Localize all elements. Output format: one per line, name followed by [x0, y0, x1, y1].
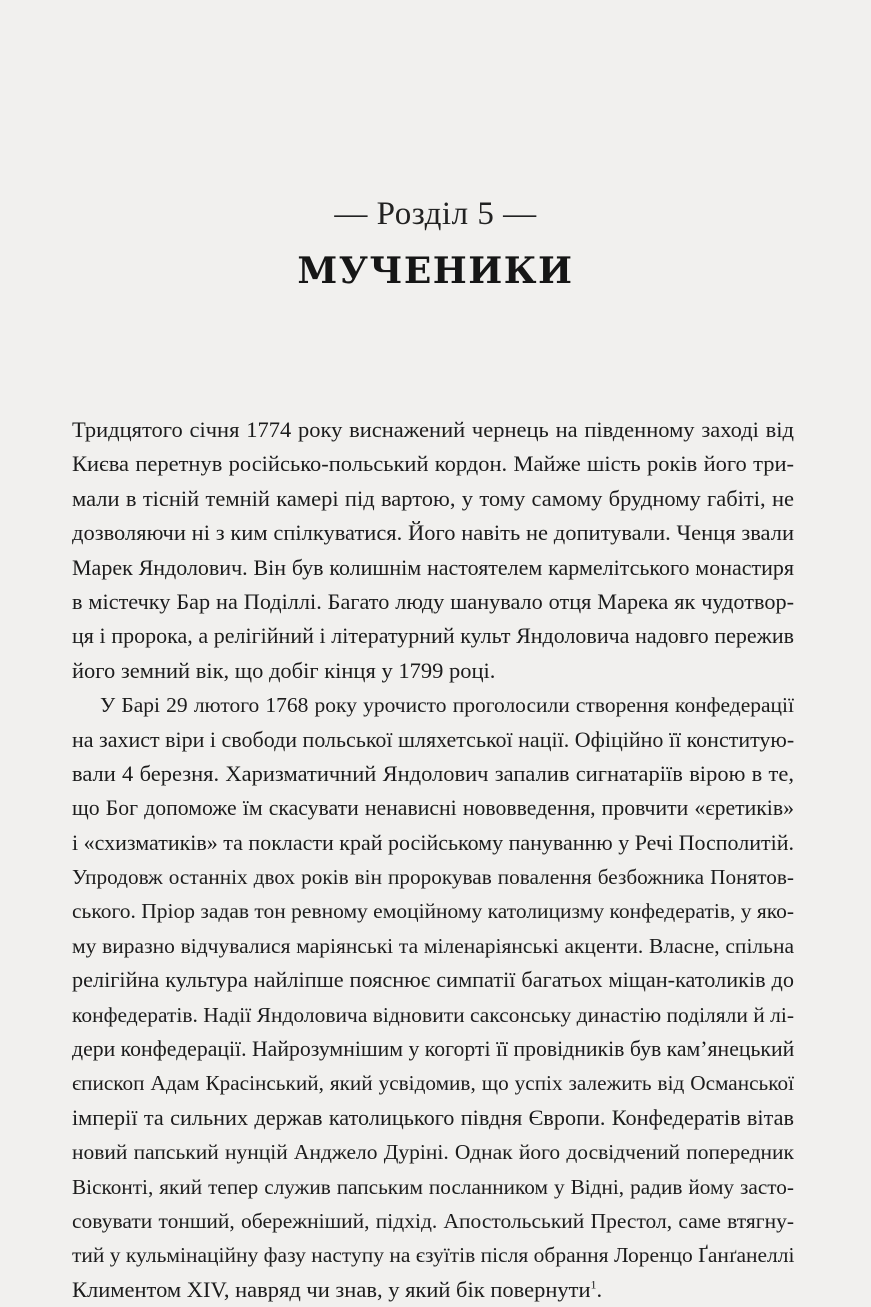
text-line: вали 4 березня. Харизматичний Яндолович запалив сигнатаріїв вірою в те, — [72, 760, 794, 786]
chapter-number: — Розділ 5 — — [334, 196, 537, 232]
paragraph-1 — [72, 413, 794, 688]
end-punctuation: . — [596, 1276, 603, 1302]
text-line: У Барі 29 лютого 1768 року урочисто проголосили створення конфедерації — [100, 693, 794, 718]
text-line: його земний вік, що добіг кінця у 1799 році. — [72, 657, 496, 683]
text-line: ця і пророка, а релігійний і літературний культ Яндоловича надовго пережив — [72, 623, 794, 649]
text-line: Тридцятого січня 1774 року виснажений чернець на південному заході від — [72, 417, 794, 442]
text-line: Вісконті, який тепер служив папським посланником у Відні, радив йому засто- — [72, 1174, 794, 1199]
text-line: імперії та сильних держав католицького півдня Європи. Конфедератів вітав — [72, 1104, 794, 1130]
text-line: тий у кульмінаційну фазу наступу на єзуїтів після обрання Лоренцо Ґанґанеллі — [72, 1243, 795, 1268]
text-line: на захист віри і свободи польської шляхетської нації. Офіційно її конститую- — [72, 726, 795, 752]
text-line: релігійна культура найліпше пояснює симпатії багатьох міщан-католиків до — [72, 967, 794, 993]
text-line: ського. Пріор задав тон ревному емоційному католицизму конфедератів, у яко- — [72, 899, 795, 924]
text-line: Києва перетнув російсько-польський кордон. Майже шість років його три- — [72, 451, 794, 477]
text-line-final — [72, 1273, 794, 1307]
paragraph-2 — [72, 688, 794, 1307]
footnote-reference[interactable]: 1 — [590, 1277, 597, 1292]
text-line: що Бог допоможе їм скасувати ненависні нововведення, провчити «єретиків» — [72, 796, 794, 821]
text-line: совувати тонший, обережніший, підхід. Апостольський Престол, саме втягну- — [72, 1208, 794, 1233]
text-line: Упродовж останніх двох років він пророкував повалення безбожника Понятов- — [72, 865, 794, 890]
text-line: конфедератів. Надії Яндоловича відновити саксонську династію поділяли й лі- — [72, 1002, 795, 1027]
text-line: мали в тісній темній камері під вартою, у тому самому брудному габіті, не — [72, 485, 794, 511]
text-line: дери конфедерації. Найрозумнішим у когорті її провідників був кам’янецький — [72, 1037, 795, 1062]
text-line: Марек Яндолович. Він був колишнім настоятелем кармелітського монастиря — [72, 554, 794, 580]
text-line: і «схизматиків» та покласти край російському пануванню у Речі Посполитій. — [72, 829, 795, 855]
chapter-title: МУЧЕНИКИ — [297, 250, 574, 292]
text-line: в містечку Бар на Поділлі. Багато люду шанувало отця Марека як чудотвор- — [72, 588, 794, 614]
text-line: єпископ Адам Красінський, який усвідомив, що успіх залежить від Османської — [72, 1071, 794, 1096]
final-line-text: Климентом XIV, навряд чи знав, у який бік повернути — [72, 1276, 591, 1302]
body-text — [72, 413, 794, 1307]
text-line: дозволяючи ні з ким спілкуватися. Його навіть не допитували. Ченця звали — [72, 520, 794, 546]
text-line: новий папський нунцій Анджело Дуріні. Однак його досвідчений попередник — [72, 1140, 794, 1165]
text-line: му виразно відчувалися маріянські та міленаріянські акценти. Власне, спільна — [72, 933, 794, 958]
